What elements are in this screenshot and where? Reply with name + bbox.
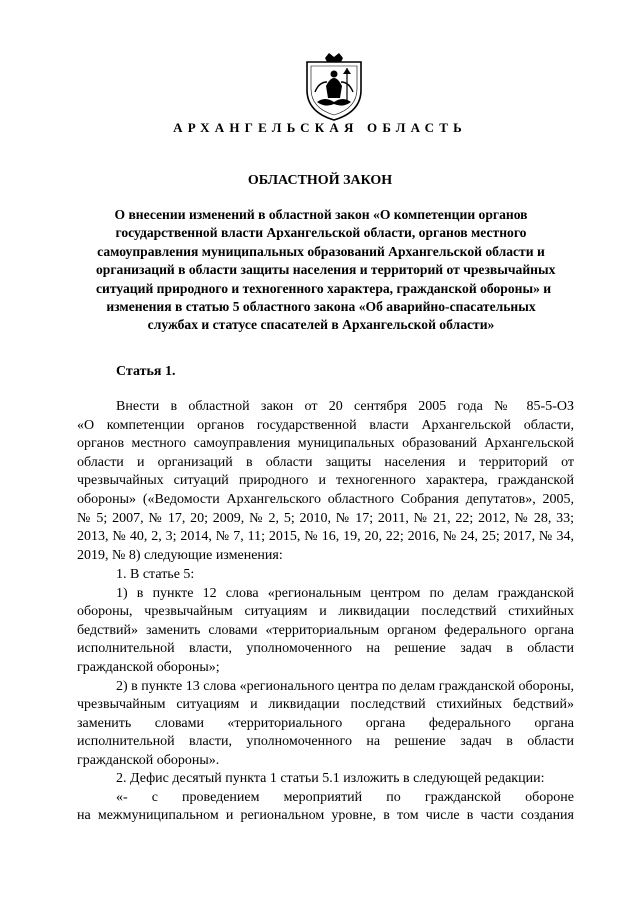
law-title xyxy=(96,206,556,335)
paragraph-line: 2019, № 8) следующие изменения: xyxy=(77,547,283,563)
paragraph-line: заменить словами «территориального органа федерального органа xyxy=(77,715,574,731)
paragraph-line: обороны» («Ведомости Архангельского областного Собрания депутатов», 2005, xyxy=(77,491,574,507)
paragraph-line: исполнительной власти, уполномоченного на решение задач в области xyxy=(77,734,574,750)
paragraph-line: чрезвычайных ситуаций природного и техногенного характера, гражданской xyxy=(77,473,574,489)
paragraph-line: обороны, чрезвычайным ситуациям и ликвидации последствий стихийных xyxy=(77,604,574,620)
paragraph-line: 2) в пункте 13 слова «регионального центра по делам гражданской обороны, xyxy=(116,678,574,694)
law-title-line: изменения в статью 5 областного закона «Об аварийно-спасательных xyxy=(106,299,536,315)
region-name: АРХАНГЕЛЬСКАЯ ОБЛАСТЬ xyxy=(173,120,467,135)
law-title-line: государственной власти Архангельской области, органов местного xyxy=(115,225,527,241)
paragraph-line: чрезвычайным ситуациям и ликвидации последствий стихийных бедствий» xyxy=(77,697,574,713)
law-title-line: организаций в области защиты населения и территорий от чрезвычайных xyxy=(96,262,556,278)
law-title-line: самоуправления муниципальных образований Архангельской области и xyxy=(97,243,545,259)
law-title-line: службах и статусе спасателей в Архангельской области» xyxy=(147,317,495,333)
law-type-heading: ОБЛАСТНОЙ ЗАКОН xyxy=(247,173,393,188)
coat-of-arms-icon xyxy=(303,52,365,122)
law-title-line: О внесении изменений в областной закон «О компетенции органов xyxy=(114,207,528,222)
paragraph-line: органов местного самоуправления муниципальных образований Архангельской xyxy=(77,436,574,452)
section-heading: 1. В статье 5: xyxy=(116,567,195,582)
paragraph-line: 1) в пункте 12 слова «региональным центром по делам гражданской xyxy=(116,585,574,601)
paragraph-line: «- с проведением мероприятий по гражданской обороне xyxy=(116,789,574,805)
paragraph-line: гражданской обороны». xyxy=(77,752,220,768)
article-heading: Статья 1. xyxy=(116,364,176,379)
paragraph-line: области и организаций в области защиты населения и территорий от xyxy=(77,454,574,470)
paragraph-amendment-intro xyxy=(77,398,574,565)
section-heading: 2. Дефис десятый пункта 1 статьи 5.1 изложить в следующей редакции: xyxy=(116,771,545,786)
paragraph-line: на межмуниципальном и региональном уровне, в том числе в части создания xyxy=(77,808,574,824)
paragraph-line: гражданской обороны»; xyxy=(77,659,220,675)
paragraph-line: № 5; 2007, № 17, 20; 2009, № 2, 5; 2010, № 17; 2011, № 21, 22; 2012, № 28, 33; xyxy=(77,510,574,526)
paragraph-line: исполнительной власти, уполномоченного на решение задач в области xyxy=(77,641,574,657)
section-1 xyxy=(77,566,574,771)
paragraph-line: 2013, № 40, 2, 3; 2014, № 7, 11; 2015, № 16, 19, 20, 22; 2016, № 24, 25; 2017, № 34, xyxy=(77,529,574,545)
paragraph-line: Внести в областной закон от 20 сентября 2005 года № 85-5-ОЗ xyxy=(116,399,574,414)
paragraph-line: «О компетенции органов государственной власти Архангельской области, xyxy=(77,417,574,433)
section-2 xyxy=(77,770,574,826)
law-title-line: ситуаций природного и техногенного характера, гражданской обороны» и xyxy=(96,280,552,296)
paragraph-line: бедствий» заменить словами «территориальным органом федерального органа xyxy=(77,622,574,638)
